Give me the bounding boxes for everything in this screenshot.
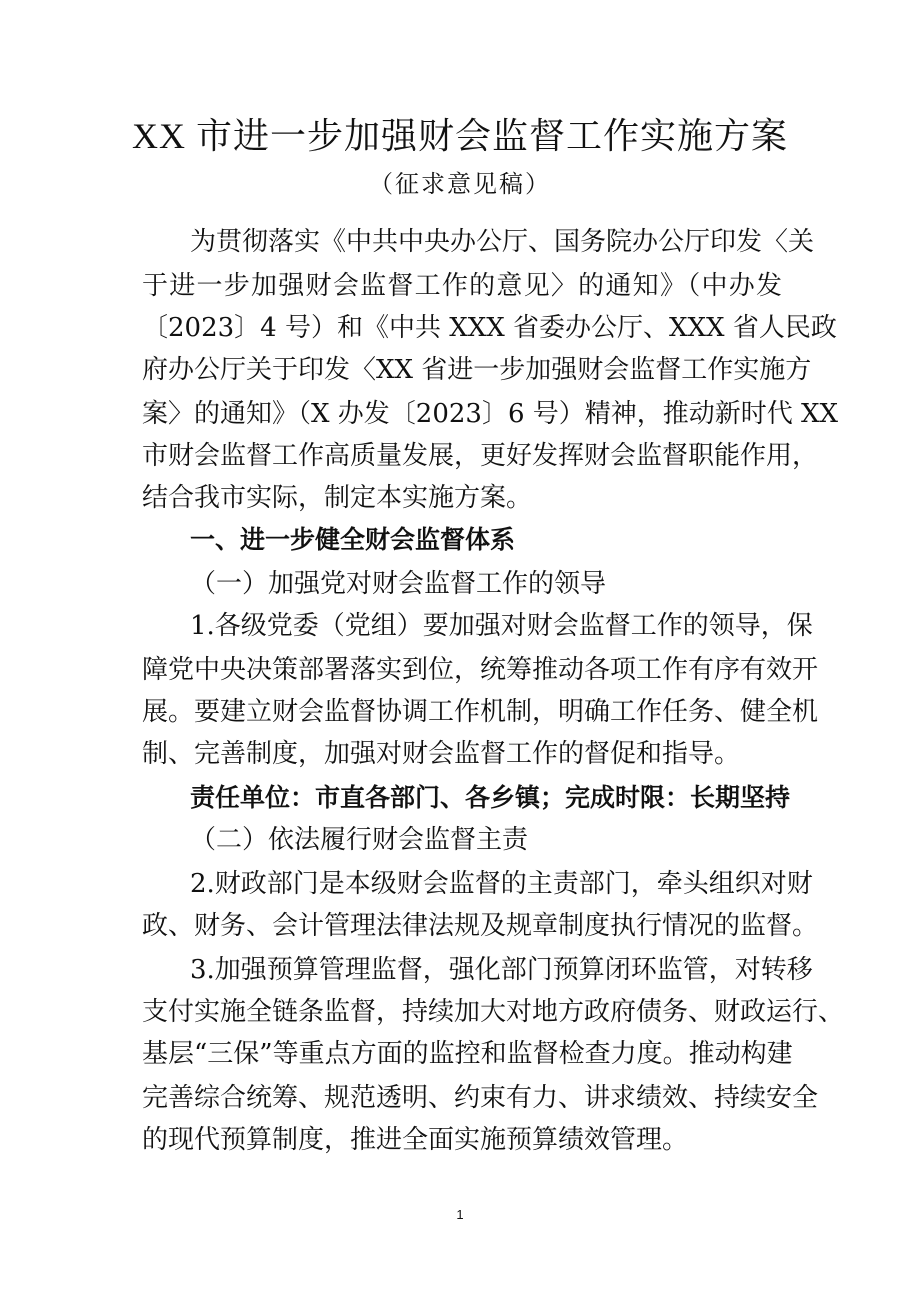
paragraph-line: 展。要建立财会监督协调工作机制，明确工作任务、健全机 <box>142 697 819 727</box>
paragraph-line: 〔2023〕4 号）和《中共 XXX 省委办公厅、XXX 省人民政 <box>142 313 837 343</box>
paragraph-line: 于进一步加强财会监督工作的意见〉的通知》（中办发 <box>142 271 782 301</box>
paragraph-line: 市财会监督工作高质量发展，更好发挥财会监督职能作用， <box>142 441 819 471</box>
document-title: XX 市进一步加强财会监督工作实施方案 <box>132 116 788 156</box>
subsection-heading: （二）依法履行财会监督主责 <box>190 825 529 855</box>
paragraph-line: 2.财政部门是本级财会监督的主责部门，牵头组织对财 <box>190 869 813 899</box>
document-subtitle: （征求意见稿） <box>369 170 551 198</box>
paragraph-line: 结合我市实际，制定本实施方案。 <box>142 483 533 513</box>
page-number: 1 <box>456 1207 464 1222</box>
paragraph-line: 的现代预算制度，推进全面实施预算绩效管理。 <box>142 1125 689 1155</box>
paragraph-line: 1.各级党委（党组）要加强对财会监督工作的领导，保 <box>190 611 813 641</box>
paragraph-line: 府办公厅关于印发〈XX 省进一步加强财会监督工作实施方 <box>142 355 812 385</box>
paragraph-line: 完善综合统筹、规范透明、约束有力、讲求绩效、持续安全 <box>142 1083 819 1113</box>
paragraph-line: 障党中央决策部署落实到位，统筹推动各项工作有序有效开 <box>142 655 819 685</box>
paragraph-line: 支付实施全链条监督，持续加大对地方政府债务、财政运行、 <box>142 997 845 1027</box>
responsibility-line: 责任单位：市直各部门、各乡镇；完成时限：长期坚持 <box>190 783 791 812</box>
paragraph-line: 基层“三保”等重点方面的监控和监督检查力度。推动构建 <box>142 1039 793 1069</box>
section-heading: 一、进一步健全财会监督体系 <box>190 525 516 554</box>
paragraph-line: 案〉的通知》（X 办发〔2023〕6 号）精神，推动新时代 XX <box>142 399 839 429</box>
paragraph-line: 3.加强预算管理监督，强化部门预算闭环监管，对转移 <box>190 955 813 985</box>
paragraph-line: 政、财务、会计管理法律法规及规章制度执行情况的监督。 <box>142 911 819 941</box>
paragraph-line: 为贯彻落实《中共中央办公厅、国务院办公厅印发〈关 <box>190 227 815 257</box>
paragraph-line: 制、完善制度，加强对财会监督工作的督促和指导。 <box>142 739 741 769</box>
subsection-heading: （一）加强党对财会监督工作的领导 <box>190 569 607 599</box>
